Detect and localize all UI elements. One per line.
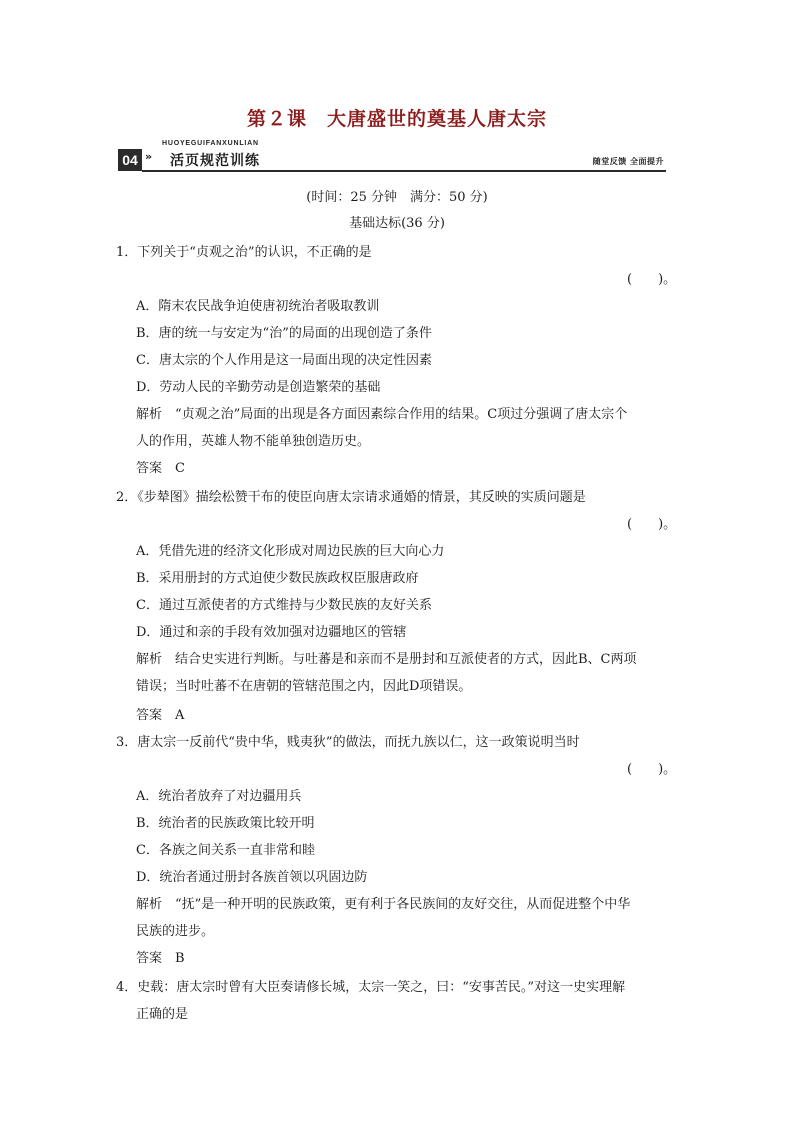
option-b: B．唐的统一与安定为“治”的局面的出现创造了条件	[136, 326, 432, 341]
option-c: C．各族之间关系一直非常和睦	[136, 843, 315, 858]
option-c: C．唐太宗的个人作用是这一局面出现的决定性因素	[136, 353, 432, 368]
answer-line: 答案 B	[136, 951, 185, 966]
answer-bracket: ( )。	[627, 762, 677, 777]
option-b: B．统治者的民族政策比较开明	[136, 816, 315, 831]
banner-right-text: 随堂反馈 全面提升	[592, 157, 664, 166]
answer-line: 答案 A	[136, 708, 185, 723]
section-banner	[118, 140, 666, 174]
question-stem: 2．《步辇图》描绘松赞干布的使臣向唐太宗请求通婚的情景，其反映的实质问题是	[116, 490, 586, 505]
explanation-line: 解析 “抚”是一种开明的民族政策，更有利于各民族间的友好交往，从而促进整个中华	[136, 897, 631, 912]
question-stem: 3．唐太宗一反前代“贵中华，贱夷狄”的做法，而抚九族以仁，这一政策说明当时	[116, 735, 580, 750]
question-stem: 1．下列关于“贞观之治”的认识，不正确的是	[116, 245, 372, 260]
question-stem-continued: 正确的是	[136, 1007, 189, 1022]
explanation-line: 人的作用，英雄人物不能单独创造历史。	[136, 434, 371, 449]
banner-rule	[142, 170, 666, 172]
answer-line: 答案 C	[136, 461, 185, 476]
option-d: D．劳动人民的辛勤劳动是创造繁荣的基础	[136, 380, 381, 395]
option-b: B．采用册封的方式迫使少数民族政权臣服唐政府	[136, 571, 419, 586]
option-a: A．隋末农民战争迫使唐初统治者吸取教训	[136, 299, 380, 314]
option-a: A．凭借先进的经济文化形成对周边民族的巨大向心力	[136, 544, 445, 559]
explanation-line: 错误；当时吐蕃不在唐朝的管辖范围之内，因此D项错误。	[136, 679, 472, 694]
option-d: D．统治者通过册封各族首领以巩固边防	[136, 870, 368, 885]
explanation-line: 解析 结合史实进行判断。与吐蕃是和亲而不是册封和互派使者的方式，因此B、C两项	[136, 652, 637, 667]
banner-label: 活页规范训练	[170, 153, 260, 169]
explanation-line: 民族的进步。	[136, 924, 215, 939]
chevron-right-icon: »	[145, 150, 153, 163]
section-title: 基础达标(36 分)	[349, 216, 445, 231]
option-d: D．通过和亲的手段有效加强对边疆地区的管辖	[136, 625, 407, 640]
answer-bracket: ( )。	[627, 272, 677, 287]
banner-number: 04	[122, 152, 138, 168]
banner-pinyin: HUOYEGUIFANXUNLIAN	[162, 140, 259, 147]
option-c: C．通过互派使者的方式维持与少数民族的友好关系	[136, 598, 432, 613]
option-a: A．统治者放弃了对边疆用兵	[136, 789, 302, 804]
explanation-line: 解析 “贞观之治”局面的出现是各方面因素综合作用的结果。C项过分强调了唐太宗个	[136, 407, 628, 422]
time-info: (时间：25 分钟 满分：50 分)	[306, 190, 488, 205]
page-title: 第２课 大唐盛世的奠基人唐太宗	[246, 108, 547, 130]
answer-bracket: ( )。	[627, 517, 677, 532]
question-stem: 4．史载：唐太宗时曾有大臣奏请修长城，太宗一笑之，曰：“安事苦民。”对这一史实理解	[116, 980, 626, 995]
